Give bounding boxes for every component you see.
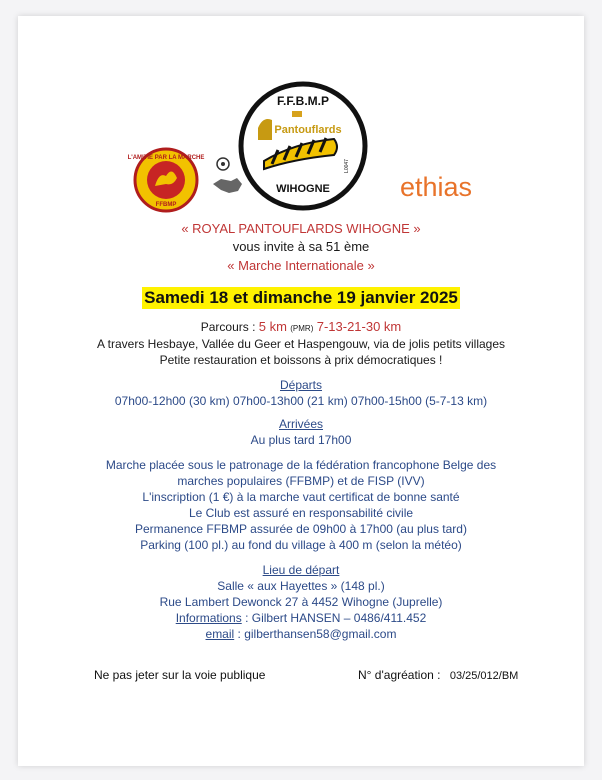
info-label: Informations: [175, 611, 242, 625]
info-line: Marche placée sous le patronage de la fédération francophone Belge des: [105, 458, 497, 472]
flyer-sheet: [18, 16, 584, 766]
departs-times: 07h00-12h00 (30 km) 07h00-13h00 (21 km) 07h00-15h00 (5-7-13 km): [114, 394, 488, 408]
badge-subtext: FFBMP: [155, 202, 177, 208]
departs-heading: Départs: [279, 378, 323, 392]
club-number-text: L0047: [344, 159, 350, 173]
info-line: L'inscription (1 €) à la marche vaut certificat de bonne santé: [142, 490, 460, 504]
club-name-logo-text: Pantouflards: [274, 124, 342, 136]
info-value: : Gilbert HANSEN – 0486/411.452: [241, 611, 427, 625]
parcours-label: Parcours :: [200, 320, 256, 334]
small-emblem-icon: [217, 158, 229, 170]
info-line: marches populaires (FFBMP) et de FISP (IVV): [177, 474, 425, 488]
contact-email: [18, 627, 584, 641]
lieu-address: Rue Lambert Dewonck 27 à 4452 Wihogne (Juprelle): [159, 595, 443, 609]
agreement-number: [358, 668, 518, 682]
lieu-hall: Salle « aux Hayettes » (148 pl.): [217, 579, 385, 593]
lieu-heading: Lieu de départ: [262, 563, 340, 577]
info-line: Permanence FFBMP assurée de 09h00 à 17h00 (au plus tard): [135, 522, 467, 536]
amitie-badge-logo: [128, 149, 205, 211]
route-line: A travers Hesbaye, Vallée du Geer et Haspengouw, via de jolis petits villages: [97, 337, 505, 351]
crown-icon: [292, 111, 302, 117]
footer-note: Ne pas jeter sur la voie publique: [94, 668, 266, 682]
belgium-map-icon: [213, 178, 242, 193]
agreement-label: N° d'agréation :: [358, 668, 441, 682]
contact-info: [18, 611, 584, 625]
club-place-logo-text: WIHOGNE: [276, 183, 330, 195]
dates-banner: [18, 287, 584, 309]
parcours-distances: 7-13-21-30 km: [316, 319, 402, 334]
club-title: « ROYAL PANTOUFLARDS WIHOGNE »: [181, 221, 421, 236]
ethias-logo: ethias: [400, 172, 473, 202]
invite-line: vous invite à sa 51 ème: [232, 239, 370, 254]
event-title: « Marche Internationale »: [227, 258, 375, 273]
logo-area: [18, 16, 584, 226]
arrivees-time: Au plus tard 17h00: [250, 433, 352, 447]
arrivees-heading: Arrivées: [278, 417, 323, 431]
badge-text: L'AMITIE PAR LA MARCHE: [127, 155, 205, 161]
info-line: Le Club est assuré en responsabilité civile: [188, 506, 414, 520]
info-line: Parking (100 pl.) au fond du village à 400 m (selon la météo): [140, 538, 462, 552]
parcours-pmr: (PMR): [290, 324, 314, 333]
email-label: email: [205, 627, 235, 641]
parcours-line: [18, 319, 584, 334]
agreement-value: 03/25/012/BM: [449, 670, 519, 682]
pantouflards-club-logo: [241, 84, 365, 208]
ffbmp-ring-text: F.F.B.M.P: [276, 94, 330, 108]
food-line: Petite restauration et boissons à prix démocratiques !: [159, 353, 443, 367]
email-value[interactable]: : gilberthansen58@gmail.com: [234, 627, 397, 641]
event-dates: Samedi 18 et dimanche 19 janvier 2025: [144, 288, 458, 307]
parcours-5km: 5 km: [258, 319, 287, 334]
